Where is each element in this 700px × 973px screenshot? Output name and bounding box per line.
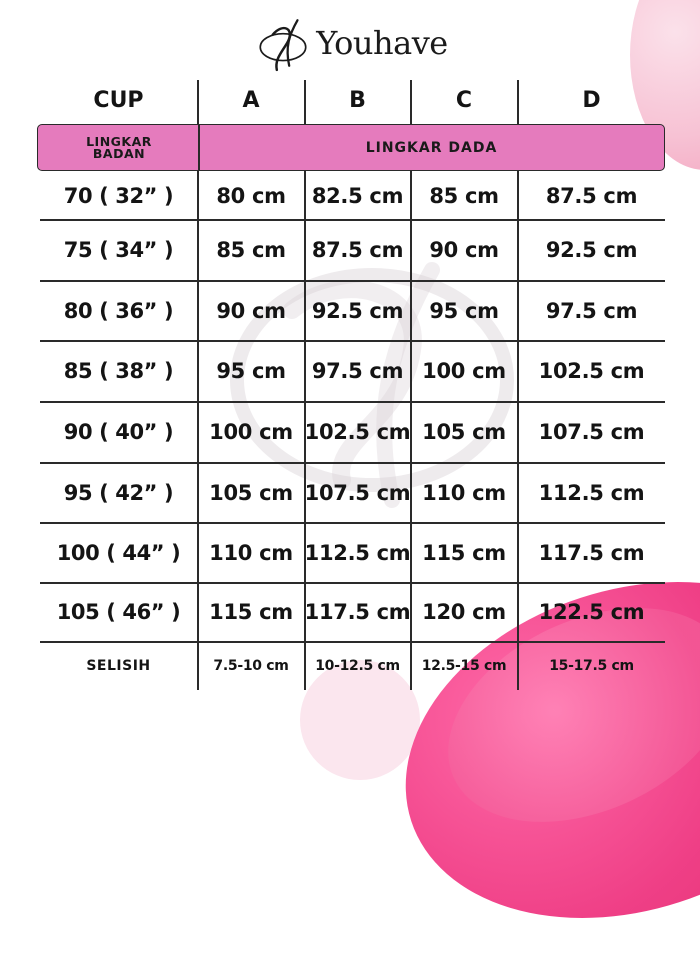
- row-lingkar-dada-cell: 92.5 cm: [311, 298, 404, 323]
- footer-selisih-a: 7.5-10 cm: [213, 658, 289, 674]
- row-lingkar-dada-cell: 100 cm: [209, 420, 293, 444]
- row-lingkar-badan: 105 ( 46” ): [56, 600, 181, 624]
- row-lingkar-dada-cell: 117.5 cm: [538, 540, 645, 565]
- header-cup-d: D: [582, 87, 601, 113]
- row-lingkar-dada-cell: 85 cm: [216, 238, 286, 262]
- brand-name: Youhave: [316, 24, 448, 62]
- row-lingkar-dada-cell: 82.5 cm: [311, 183, 404, 208]
- row-lingkar-dada-cell: 112.5 cm: [304, 540, 411, 565]
- row-lingkar-dada-cell: 115 cm: [209, 600, 293, 624]
- header-cup-c: C: [455, 87, 473, 113]
- footer-selisih-b: 10-12.5 cm: [315, 658, 400, 674]
- row-lingkar-dada-cell: 102.5 cm: [304, 420, 411, 444]
- row-lingkar-dada-cell: 97.5 cm: [311, 359, 404, 383]
- header-cup-a: A: [242, 87, 260, 113]
- footer-selisih-c: 12.5-15 cm: [421, 658, 507, 674]
- row-lingkar-dada-cell: 107.5 cm: [304, 480, 411, 505]
- row-lingkar-dada-cell: 102.5 cm: [538, 359, 645, 383]
- row-lingkar-badan: 90 ( 40” ): [63, 420, 174, 444]
- row-lingkar-dada-cell: 122.5 cm: [538, 600, 645, 624]
- row-lingkar-dada-cell: 87.5 cm: [311, 238, 404, 262]
- row-lingkar-dada-cell: 110 cm: [209, 540, 293, 565]
- row-lingkar-dada-cell: 115 cm: [422, 540, 506, 565]
- row-lingkar-dada-cell: 85 cm: [429, 183, 499, 208]
- row-lingkar-badan: 80 ( 36” ): [63, 298, 174, 323]
- row-lingkar-dada-cell: 87.5 cm: [545, 183, 638, 208]
- row-lingkar-dada-cell: 80 cm: [216, 183, 286, 208]
- row-lingkar-dada-cell: 92.5 cm: [545, 238, 638, 262]
- row-lingkar-badan: 100 ( 44” ): [56, 540, 181, 565]
- row-lingkar-dada-cell: 95 cm: [216, 359, 286, 383]
- row-lingkar-badan: 75 ( 34” ): [63, 238, 174, 262]
- row-lingkar-dada-cell: 90 cm: [216, 298, 286, 323]
- row-lingkar-dada-cell: 95 cm: [429, 298, 499, 323]
- row-lingkar-dada-cell: 97.5 cm: [545, 298, 638, 323]
- header-cup-b: B: [349, 87, 366, 113]
- row-lingkar-dada-cell: 112.5 cm: [538, 480, 645, 505]
- brand-logo: [0, 8, 700, 78]
- footer-selisih-d: 15-17.5 cm: [549, 658, 634, 674]
- header-cup-label: CUP: [93, 87, 144, 113]
- row-lingkar-dada-cell: 117.5 cm: [304, 600, 411, 624]
- footer-selisih-label: SELISIH: [86, 658, 151, 674]
- row-lingkar-badan: 70 ( 32” ): [63, 183, 174, 208]
- row-lingkar-dada-cell: 105 cm: [209, 480, 293, 505]
- row-lingkar-dada-cell: 107.5 cm: [538, 420, 645, 444]
- row-lingkar-badan: 85 ( 38” ): [63, 359, 174, 383]
- yh-monogram-icon: [252, 12, 314, 74]
- subheader-lingkar-dada: LINGKAR DADA: [365, 139, 498, 156]
- row-lingkar-dada-cell: 120 cm: [422, 600, 506, 624]
- row-lingkar-dada-cell: 105 cm: [422, 420, 506, 444]
- row-lingkar-badan: 95 ( 42” ): [63, 480, 174, 505]
- subheader-lingkar-badan-text: LINGKAR BADAN: [86, 133, 152, 161]
- subheader-lingkar-badan: [40, 126, 198, 169]
- row-lingkar-dada-cell: 90 cm: [429, 238, 499, 262]
- row-lingkar-dada-cell: 110 cm: [422, 480, 506, 505]
- row-lingkar-dada-cell: 100 cm: [422, 359, 506, 383]
